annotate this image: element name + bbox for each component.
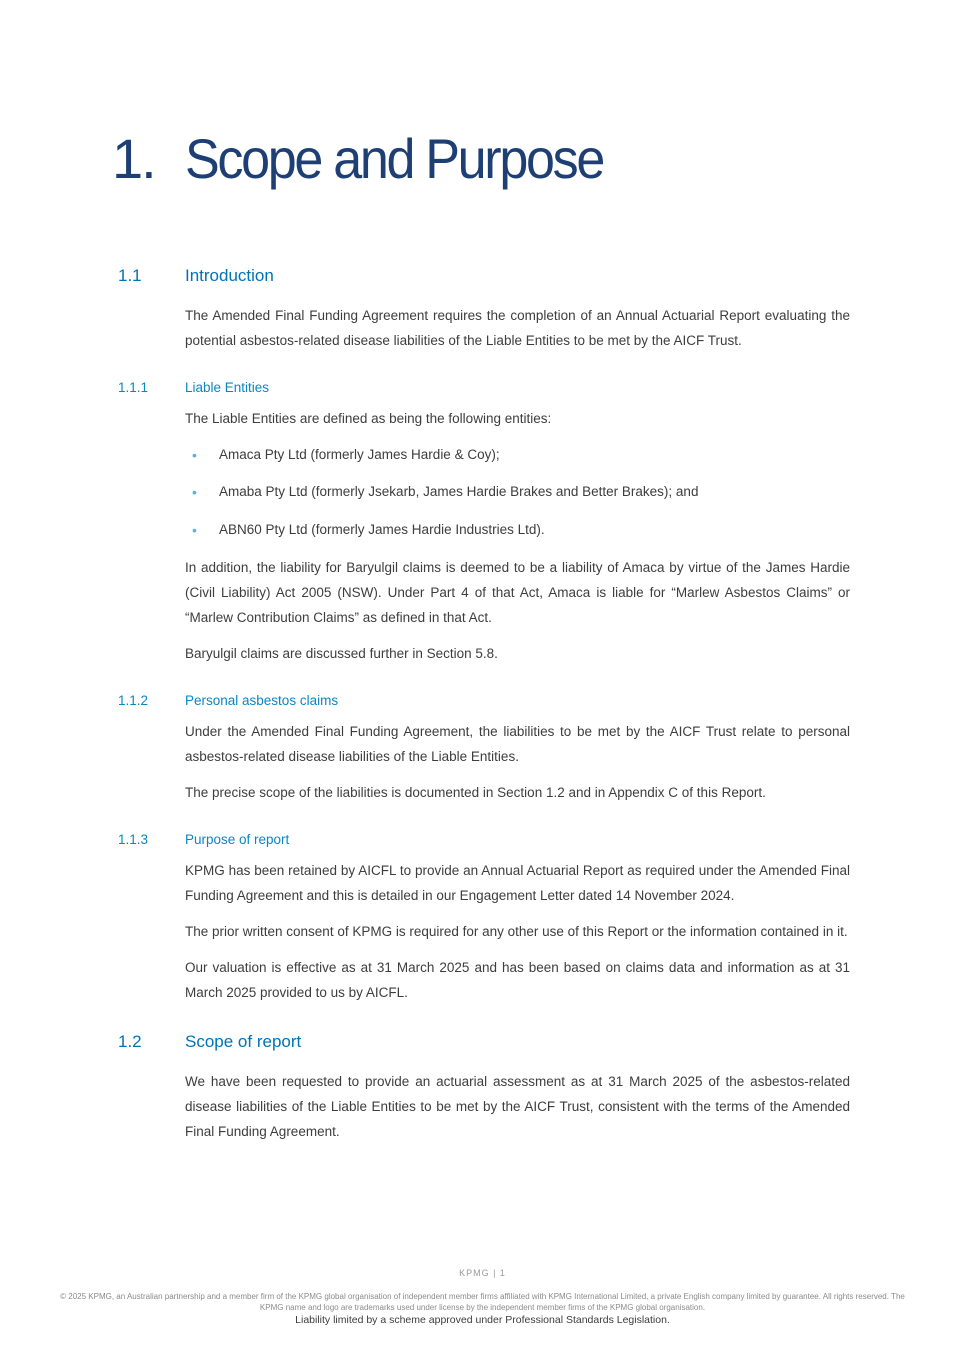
bullet-text: Amaca Pty Ltd (formerly James Hardie & Coy); [219,446,500,462]
bullet-list [185,443,850,545]
bullet-icon: • [192,446,197,463]
subsection-number: 1.1.3 [118,831,149,847]
paragraph: Our valuation is effective as at 31 March 2025 and has been based on claims data and information as at 31 March 2025 provided to us by AICFL. [185,959,850,1000]
subsection-heading-1-1-1 [118,380,965,395]
chapter-title: Scope and Purpose [185,127,603,190]
paragraph: The Amended Final Funding Agreement requires the completion of an Annual Actuarial Report evaluating the potential asbestos-related disease liabilities of the Liable Entities to be met by the AICF Trust. [185,307,850,348]
legal-text: © 2025 KPMG, an Australian partnership and a member firm of the KPMG global organisation of independent member firms affiliated with KPMG International Limited, a private English company limited by guarantee. All rights reserved. The KPMG name and logo are trademarks used under license by the independent member firms of the KPMG global organisation. [60,1292,905,1312]
paragraph: The prior written consent of KPMG is required for any other use of this Report or the information contained in it. [185,923,848,939]
chapter-number: 1. [112,127,155,190]
section-title: Introduction [185,265,274,285]
section-heading-1-1 [118,266,965,286]
bullet-icon: • [192,522,197,539]
bullet-text: Amaba Pty Ltd (formerly Jsekarb, James Hardie Brakes and Better Brakes); and [219,484,699,500]
paragraph: The Liable Entities are defined as being the following entities: [185,410,552,426]
subsection-title: Liable Entities [185,379,270,395]
paragraph: KPMG has been retained by AICFL to provide an Annual Actuarial Report as required under the Amended Final Funding Agreement and this is detailed in our Engagement Letter dated 14 November 2024. [185,862,850,903]
paragraph: The precise scope of the liabilities is documented in Section 1.2 and in Appendix C of this Report. [185,784,766,800]
paragraph: In addition, the liability for Baryulgil claims is deemed to be a liability of Amaca by virtue of the James Hardie (Civil Liability) Act 2005 (NSW). Under Part 4 of that Act, Amaca is liable for “Marlew Asbestos Claims” or “Marlew Contribution Claims” as defined in that Act. [185,560,850,626]
section-heading-1-2 [118,1032,965,1052]
section-number: 1.2 [118,1031,142,1051]
bullet-text: ABN60 Pty Ltd (formerly James Hardie Industries Ltd). [219,522,545,538]
subsection-title: Purpose of report [185,831,290,847]
section-title: Scope of report [185,1031,302,1051]
paragraph: Baryulgil claims are discussed further in Section 5.8. [185,646,498,662]
chapter-heading [112,128,965,190]
subsection-title: Personal asbestos claims [185,693,339,709]
paragraph: Under the Amended Final Funding Agreement, the liabilities to be met by the AICF Trust relate to personal asbestos-related disease liabilities of the Liable Entities. [185,724,850,765]
section-number: 1.1 [118,265,142,285]
subsection-number: 1.1.1 [118,379,149,395]
liability-note: Liability limited by a scheme approved under Professional Standards Legislation. [295,1314,670,1326]
paragraph: We have been requested to provide an actuarial assessment as at 31 March 2025 of the asbestos-related disease liabilities of the Liable Entities to be met by the AICF Trust, consistent with the terms of the Amended Final Funding Agreement. [185,1073,850,1139]
subsection-number: 1.1.2 [118,693,149,709]
bullet-list-item [185,480,850,506]
bullet-list-item [185,518,850,544]
bullet-icon: • [192,484,197,501]
subsection-heading-1-1-3 [118,832,965,847]
bullet-list-item [185,443,850,469]
page-number: KPMG | 1 [459,1268,506,1278]
subsection-heading-1-1-2 [118,693,965,708]
